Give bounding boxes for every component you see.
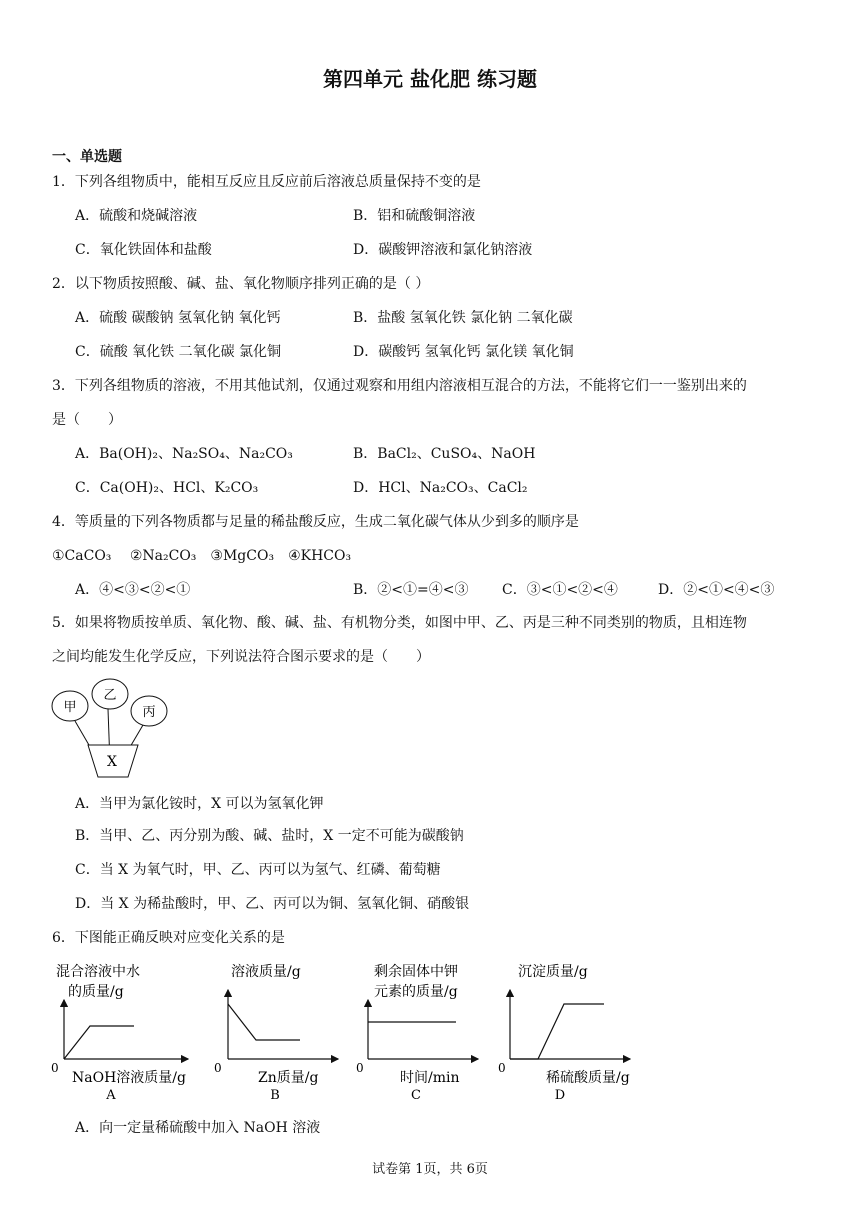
q3-option-d: D．HCl、Na₂CO₃、CaCl₂ [353, 480, 528, 496]
q4-stem: 4．等质量的下列各物质都与足量的稀盐酸反应，生成二氧化碳气体从少到多的顺序是 [52, 514, 579, 530]
q5-option-b: B．当甲、乙、丙分别为酸、碱、盐时，X 一定不可能为碳酸钠 [75, 828, 464, 844]
q3-option-a: A．Ba(OH)₂、Na₂SO₄、Na₂CO₃ [75, 446, 293, 462]
q4-items: ①CaCO₃ ②Na₂CO₃ ③MgCO₃ ④KHCO₃ [52, 548, 352, 564]
graph-d-curve [510, 1004, 604, 1059]
graph-b-curve [228, 1004, 300, 1040]
graph-c-ylabel-1: 剩余固体中钾 [374, 964, 458, 980]
graph-b-letter: B [270, 1088, 280, 1103]
graph-a-xlabel: NaOH溶液质量/g [72, 1070, 186, 1086]
q5-stem-line1: 5．如果将物质按单质、氧化物、酸、碱、盐、有机物分类，如图中甲、乙、丙是三种不同类别的物质，且相连物 [52, 615, 747, 631]
graph-d-letter: D [554, 1088, 566, 1103]
q2-option-d: D．碳酸钙 氢氧化钙 氯化镁 氧化铜 [353, 344, 574, 360]
graph-c-xlabel: 时间/min [400, 1070, 460, 1086]
graph-b-ylabel: 溶液质量/g [231, 964, 301, 980]
q5-stem-line2: 之间均能发生化学反应，下列说法符合图示要求的是（ ） [52, 649, 430, 665]
q5-option-d: D．当 X 为稀盐酸时，甲、乙、丙可以为铜、氢氧化铜、硝酸银 [75, 896, 470, 912]
graph-a-origin: 0 [51, 1061, 59, 1075]
q3-option-b: B．BaCl₂、CuSO₄、NaOH [353, 446, 536, 462]
q2-option-a: A．硫酸 碳酸钠 氢氧化钠 氧化钙 [75, 310, 281, 326]
graph-d [510, 990, 630, 1059]
q6-option-a: A．向一定量稀硫酸中加入 NaOH 溶液 [75, 1120, 321, 1136]
graph-b-xlabel: Zn质量/g [258, 1070, 319, 1086]
graph-d-origin: 0 [498, 1061, 506, 1075]
graph-b-origin: 0 [214, 1061, 222, 1075]
graph-c [368, 1000, 478, 1059]
q4-option-c: C．③<①<②<④ [502, 582, 618, 598]
q1-option-a: A．硫酸和烧碱溶液 [75, 208, 198, 224]
bing-label: 丙 [142, 705, 156, 720]
q1-option-d: D．碳酸钾溶液和氯化钠溶液 [353, 242, 533, 258]
jia-label: 甲 [63, 700, 77, 715]
q3-stem-line2: 是（ ） [52, 412, 122, 428]
q5-diagram [48, 678, 178, 778]
graph-a-ylabel-1: 混合溶液中水 [56, 964, 140, 980]
q4-option-b: B．②<①=④<③ [353, 582, 469, 598]
yi-label: 乙 [103, 688, 117, 703]
graph-a-letter: A [106, 1088, 116, 1103]
q4-option-a: A．④<③<②<① [75, 582, 191, 598]
q5-option-c: C．当 X 为氧气时，甲、乙、丙可以为氢气、红磷、葡萄糖 [75, 862, 441, 878]
q6-stem: 6．下图能正确反映对应变化关系的是 [52, 930, 285, 946]
graph-c-ylabel-2: 元素的质量/g [374, 984, 458, 1000]
graph-a-ylabel-2: 的质量/g [68, 984, 124, 1000]
x-label: X [107, 754, 117, 770]
q3-option-c: C．Ca(OH)₂、HCl、K₂CO₃ [75, 480, 259, 496]
q1-option-b: B．铝和硫酸铜溶液 [353, 208, 476, 224]
graph-d-xlabel: 稀硫酸质量/g [546, 1070, 630, 1086]
graph-d-ylabel: 沉淀质量/g [518, 964, 588, 980]
page-title: 第四单元 盐化肥 练习题 [323, 67, 537, 91]
q2-option-b: B．盐酸 氢氧化铁 氯化钠 二氧化碳 [353, 310, 573, 326]
q1-stem: 1．下列各组物质中，能相互反应且反应前后溶液总质量保持不变的是 [52, 174, 481, 190]
graph-b [228, 990, 338, 1059]
section-heading: 一、单选题 [52, 149, 122, 165]
graph-a-curve [64, 1026, 134, 1059]
q6-graphs [48, 958, 648, 1104]
q2-option-c: C．硫酸 氧化铁 二氧化碳 氯化铜 [75, 344, 282, 360]
q3-stem-line1: 3．下列各组物质的溶液，不用其他试剂，仅通过观察和用组内溶液相互混合的方法，不能将它们一一鉴别出来的 [52, 378, 747, 394]
page-footer: 试卷第 1页，共 6页 [372, 1162, 488, 1177]
graph-c-letter: C [411, 1088, 421, 1103]
q4-option-d: D．②<①<④<③ [658, 582, 775, 598]
q2-stem: 2．以下物质按照酸、碱、盐、氧化物顺序排列正确的是（ ） [52, 276, 430, 292]
q5-option-a: A．当甲为氯化铵时，X 可以为氢氧化钾 [75, 796, 324, 812]
q1-option-c: C．氧化铁固体和盐酸 [75, 242, 212, 258]
graph-c-origin: 0 [356, 1061, 364, 1075]
graph-a [64, 1000, 188, 1059]
